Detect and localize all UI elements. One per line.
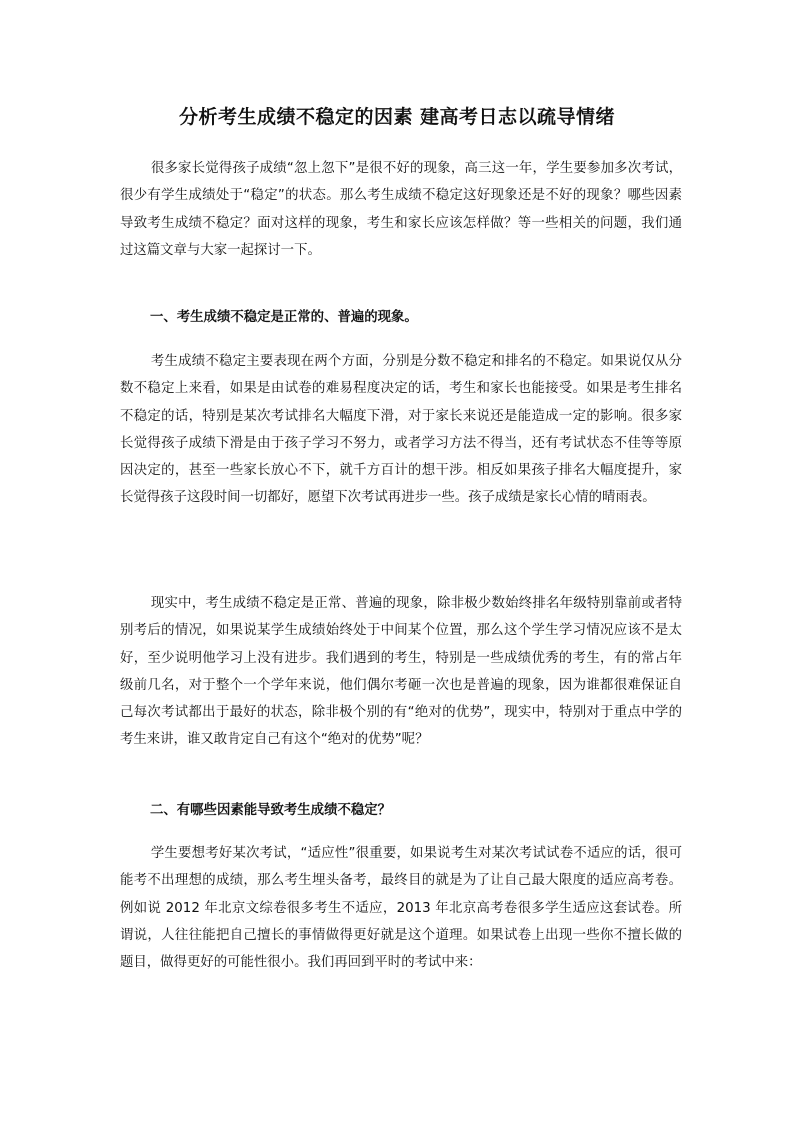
section-1-paragraph-2: 现实中，考生成绩不稳定是正常、普遍的现象，除非极少数始终排名年级特别靠前或者特别考后的情况，如果说某学生成绩始终处于中间某个位置，那么这个学生学习情况应该不是太好，至少说明他学习上没有进步。我们遇到的考生，特别是一些成绩优秀的考生，有的常占年级前几名，对于整个一个学年来说，他们偶尔考砸一次也是普遍的现象，因为谁都很难保证自己每次考试都出于最好的状态，除非极个别的有“绝对的优势”，现实中，特别对于重点中学的考生来讲，谁又敢肯定自己有这个“绝对的优势”呢？ [120, 596, 682, 748]
section-1-heading: 一、考生成绩不稳定是正常的、普遍的现象。 [150, 310, 418, 325]
section-2-heading: 二、有哪些因素能导致考生成绩不稳定？ [150, 803, 392, 818]
section-1-paragraph-1: 考生成绩不稳定主要表现在两个方面，分别是分数不稳定和排名的不稳定。如果说仅从分数不稳定上来看，如果是由试卷的难易程度决定的话，考生和家长也能接受。如果是考生排名不稳定的话，特别是某次考试排名大幅度下滑，对于家长来说还是能造成一定的影响。很多家长觉得孩子成绩下滑是由于孩子学习不努力，或者学习方法不得当，还有考试状态不佳等等原因决定的，甚至一些家长放心不下，就千方百计的想干涉。相反如果孩子排名大幅度提升，家长觉得孩子这段时间一切都好，愿望下次考试再进步一些。孩子成绩是家长心情的晴雨表。 [120, 354, 682, 506]
document-title: 分析考生成绩不稳定的因素 建高考日志以疏导情绪 [178, 106, 616, 128]
intro-paragraph: 很多家长觉得孩子成绩“忽上忽下”是很不好的现象，高三这一年，学生要参加多次考试，很少有学生成绩处于“稳定”的状态。那么考生成绩不稳定这好现象还是不好的现象？哪些因素导致考生成绩不稳定？面对这样的现象，考生和家长应该怎样做？等一些相关的问题，我们通过这篇文章与大家一起探讨一下。 [120, 161, 682, 258]
section-2-paragraph-1: 学生要想考好某次考试，“适应性”很重要，如果说考生对某次考试试卷不适应的话，很可能考不出理想的成绩，那么考生埋头备考，最终目的就是为了让自己最大限度的适应高考卷。例如说 2012 年北京文综卷很多考生不适应，2013 年北京高考卷很多学生适应这套试卷。所谓说，人往往能把自己擅长的事情做得更好就是这个道理。如果试卷上出现一些你不擅长做的题目，做得更好的可能性很小。我们再回到平时的考试中来： [120, 846, 682, 971]
